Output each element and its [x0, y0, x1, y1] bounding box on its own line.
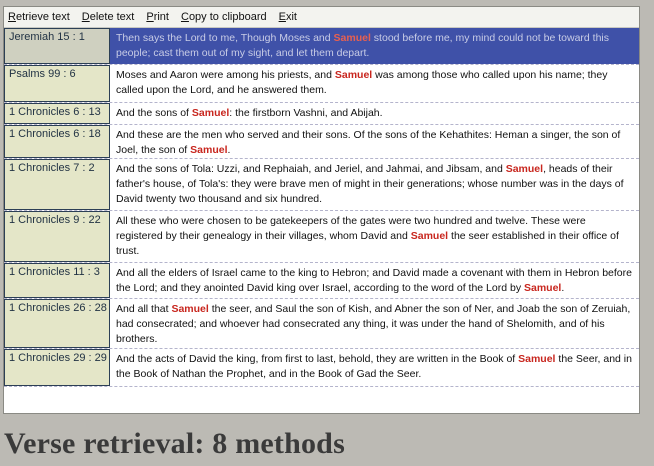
figure-caption: Verse retrieval: 8 methods — [4, 427, 345, 460]
search-term-highlight: Samuel — [518, 353, 556, 365]
verse-text[interactable]: And the sons of Tola: Uzzi, and Rephaiah, and Jeriel, and Jahmai, and Jibsam, and Samuel, heads of their father's house, of Tola's: they were brave men of might in their generations; whose number was in the days of David twenty two thousand and six hundred. — [116, 163, 624, 205]
verse-reference[interactable]: 1 Chronicles 29 : 29 — [4, 349, 110, 386]
menu-delete-text[interactable]: Delete text — [81, 11, 135, 23]
verse-row[interactable] — [4, 159, 639, 211]
search-term-highlight: Samuel — [524, 282, 562, 294]
verse-retrieval-window — [3, 6, 640, 414]
verse-text[interactable]: And all that Samuel the seer, and Saul the son of Kish, and Abner the son of Ner, and Joab the son of Zeruiah, had consecrated; and whoever had consecrated any thing, it was under the hand of Shelomith, and of his brothers. — [116, 303, 631, 345]
verse-row[interactable] — [4, 349, 639, 387]
menu-copy-to-clipboard[interactable]: Copy to clipboard — [180, 11, 267, 23]
verse-reference[interactable]: Jeremiah 15 : 1 — [4, 28, 110, 64]
verse-row[interactable] — [4, 125, 639, 159]
search-term-highlight: Samuel — [505, 163, 544, 175]
verse-reference[interactable]: Psalms 99 : 6 — [4, 65, 110, 102]
verse-text[interactable]: And the acts of David the king, from first to last, behold, they are written in the Book of Samuel the Seer, and in the Book of Nathan the Prophet, and in the Book of Gad the Seer. — [116, 353, 632, 380]
search-term-highlight: Samuel — [334, 69, 373, 81]
verse-reference[interactable]: 1 Chronicles 11 : 3 — [4, 263, 110, 298]
verse-text[interactable]: And all the elders of Israel came to the king to Hebron; and David made a covenant with them in Hebron before the Lord; and they anointed David king over Israel, according to the word of the Lord by Samuel. — [116, 267, 632, 294]
verse-text[interactable]: And the sons of Samuel: the firstborn Vashni, and Abijah. — [116, 107, 383, 119]
verse-text[interactable]: Moses and Aaron were among his priests, and Samuel was among those who called upon his name; they called upon the Lord, and he answered them. — [116, 69, 608, 96]
verse-text[interactable]: And these are the men who served and their sons. Of the sons of the Kehathites: Heman a singer, the son of Joel, the son of Samuel. — [116, 129, 621, 156]
verse-row[interactable] — [4, 28, 639, 65]
menu-exit[interactable]: Exit — [278, 11, 297, 23]
search-term-highlight: Samuel — [171, 303, 209, 315]
verse-results-list — [4, 28, 639, 387]
verse-reference[interactable]: 1 Chronicles 6 : 13 — [4, 103, 110, 124]
search-term-highlight: Samuel — [190, 144, 228, 156]
verse-reference[interactable]: 1 Chronicles 26 : 28 — [4, 299, 110, 348]
search-term-highlight: Samuel — [410, 230, 449, 242]
menu-bar — [4, 7, 639, 28]
verse-reference[interactable]: 1 Chronicles 7 : 2 — [4, 159, 110, 210]
verse-text[interactable]: Then says the Lord to me, Though Moses and Samuel stood before me, my mind could not be toward this people; cast them out of my sight, and let them depart. — [110, 28, 639, 64]
verse-row[interactable] — [4, 299, 639, 349]
verse-row[interactable] — [4, 103, 639, 125]
menu-print[interactable]: Print — [146, 11, 169, 23]
verse-reference[interactable]: 1 Chronicles 9 : 22 — [4, 211, 110, 262]
verse-row[interactable] — [4, 263, 639, 299]
verse-text[interactable]: All these who were chosen to be gatekeepers of the gates were two hundred and twelve. These were registered by their genealogy in their villages, whom David and Samuel the seer established in their office of trust. — [116, 215, 619, 257]
search-term-highlight: Samuel — [333, 32, 371, 44]
verse-row[interactable] — [4, 211, 639, 263]
menu-retrieve-text[interactable]: Retrieve text — [8, 11, 70, 23]
search-term-highlight: Samuel — [191, 107, 230, 119]
verse-reference[interactable]: 1 Chronicles 6 : 18 — [4, 125, 110, 158]
verse-row[interactable] — [4, 65, 639, 103]
